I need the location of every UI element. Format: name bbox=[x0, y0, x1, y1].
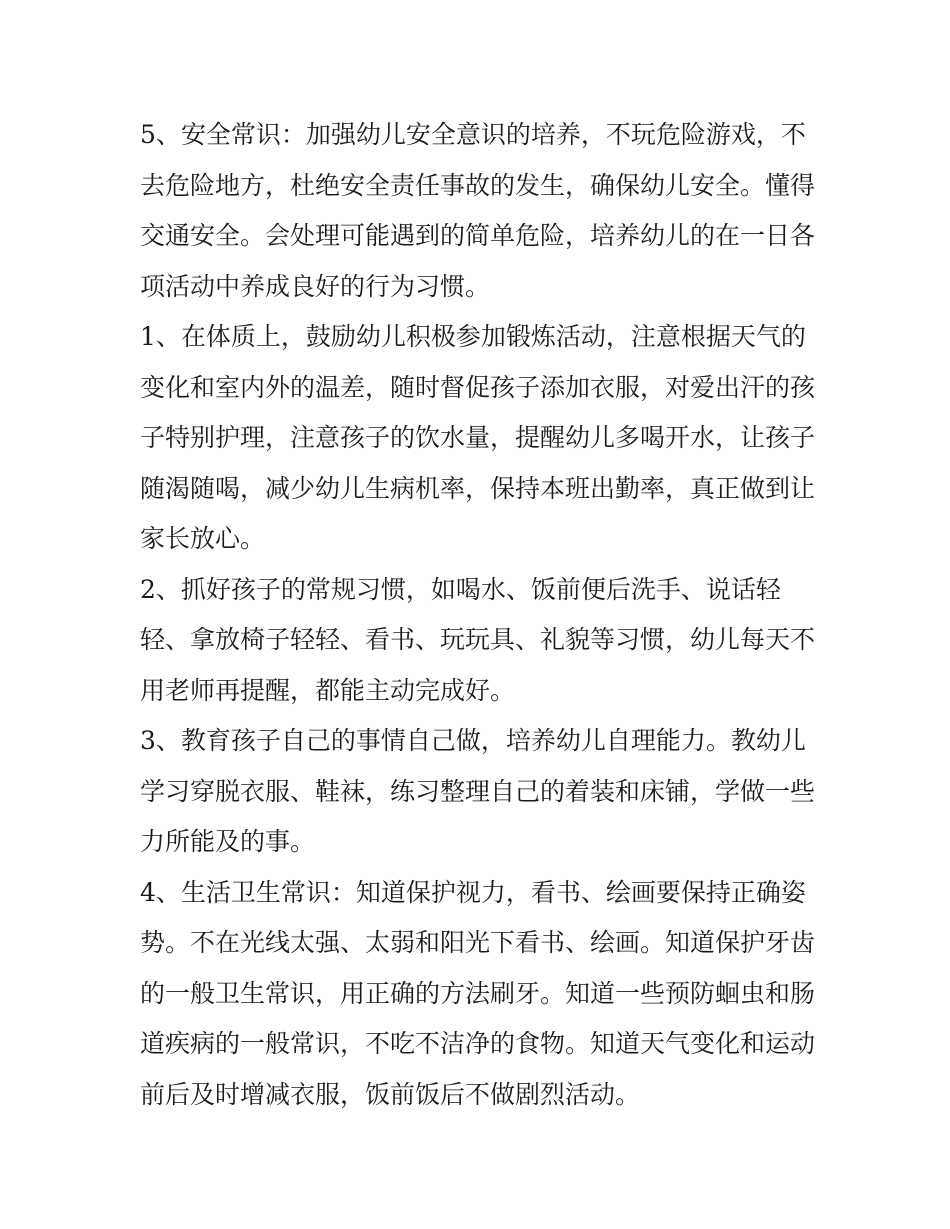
text-line: 家长放心。 bbox=[140, 524, 266, 553]
paragraph-hygiene-knowledge bbox=[140, 868, 815, 1121]
text-line: 变化和室内外的温差，随时督促孩子添加衣服，对爱出汗的孩 bbox=[140, 372, 816, 402]
text-line: 4、生活卫生常识：知道保护视力，看书、绘画要保持正确姿 bbox=[140, 877, 806, 907]
text-line: 随渴随喝，减少幼儿生病机率，保持本班出勤率，真正做到让 bbox=[140, 473, 816, 503]
text-line: 2、抓好孩子的常规习惯，如喝水、饭前便后洗手、说话轻 bbox=[140, 574, 781, 604]
paragraph-self-care bbox=[140, 716, 815, 868]
text-line: 势。不在光线太强、太弱和阳光下看书、绘画。知道保护牙齿 bbox=[140, 928, 816, 957]
text-line: 子特别护理，注意孩子的饮水量，提醒幼儿多喝开水，让孩子 bbox=[140, 423, 816, 452]
paragraph-routine-habits bbox=[140, 565, 815, 717]
text-line: 道疾病的一般常识，不吃不洁净的食物。知道天气变化和运动 bbox=[140, 1029, 816, 1058]
text-line: 1、在体质上，鼓励幼儿积极参加锻炼活动，注意根据天气的 bbox=[140, 322, 806, 351]
text-line: 的一般卫生常识，用正确的方法刷牙。知道一些预防蛔虫和肠 bbox=[140, 978, 816, 1008]
text-line: 力所能及的事。 bbox=[140, 827, 316, 856]
paragraph-physical-health bbox=[140, 312, 815, 565]
paragraph-safety-knowledge bbox=[140, 110, 815, 312]
text-line: 用老师再提醒，都能主动完成好。 bbox=[140, 675, 516, 705]
text-line: 3、教育孩子自己的事情自己做，培养幼儿自理能力。教幼儿 bbox=[140, 726, 806, 755]
text-line: 前后及时增减衣服，饭前饭后不做剧烈活动。 bbox=[140, 1079, 641, 1109]
text-line: 去危险地方，杜绝安全责任事故的发生，确保幼儿安全。懂得 bbox=[140, 170, 816, 200]
text-line: 轻、拿放椅子轻轻、看书、玩玩具、礼貌等习惯，幼儿每天不 bbox=[140, 625, 816, 654]
text-line: 学习穿脱衣服、鞋袜，练习整理自己的着装和床铺，学做一些 bbox=[140, 776, 816, 806]
text-line: 项活动中养成良好的行为习惯。 bbox=[140, 271, 491, 301]
text-line: 5、安全常识：加强幼儿安全意识的培养，不玩危险游戏，不 bbox=[140, 120, 806, 149]
text-line: 交通安全。会处理可能遇到的简单危险，培养幼儿的在一日各 bbox=[140, 221, 816, 250]
document-body bbox=[140, 110, 815, 1120]
